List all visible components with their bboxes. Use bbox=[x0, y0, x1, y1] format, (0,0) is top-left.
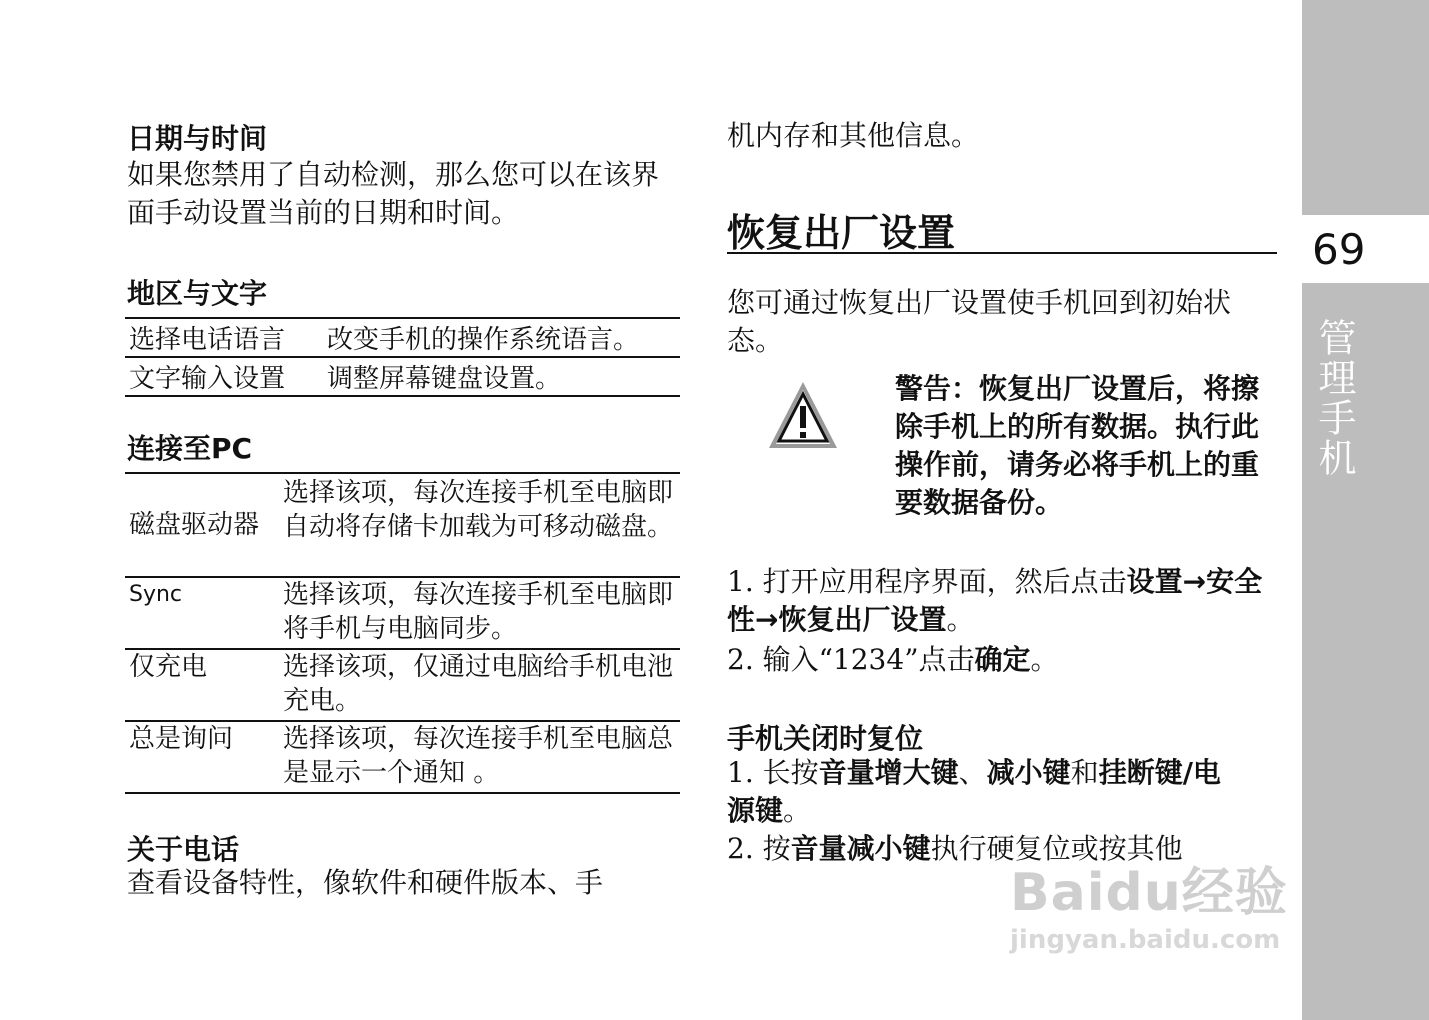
step-text: 2. 按 bbox=[727, 832, 791, 865]
table-row bbox=[125, 318, 680, 357]
section-title: 管理手机 bbox=[1312, 318, 1356, 478]
step-text: 和 bbox=[1070, 756, 1099, 789]
factory-reset-intro: 您可通过恢复出厂设置使手机回到初始状态。 bbox=[727, 286, 1232, 357]
table-cell-desc: 调整屏幕键盘设置。 bbox=[327, 364, 562, 394]
about-phone-body: 查看设备特性，像软件和硬件版本、手 bbox=[127, 866, 604, 899]
connect-pc-table bbox=[125, 472, 680, 794]
step-text: 。 bbox=[1030, 643, 1059, 676]
table-cell-label: 磁盘驱动器 bbox=[129, 510, 260, 540]
warning-text: 警告：恢复出厂设置后，将擦除手机上的所有数据。执行此操作前，请务必将手机上的重要数据备份。 bbox=[895, 372, 1260, 519]
table-cell-desc: 选择该项，每次连接手机至电脑总是显示一个通知 。 bbox=[283, 724, 674, 788]
table-cell-label: 文字输入设置 bbox=[129, 364, 286, 394]
table-row bbox=[125, 473, 680, 577]
step-text: 。 bbox=[783, 794, 812, 827]
watermark-sub: jingyan.baidu.com bbox=[1010, 925, 1281, 955]
factory-reset-step-1 bbox=[727, 563, 1277, 639]
baidu-watermark bbox=[1010, 850, 1288, 955]
table-cell-desc: 选择该项，仅通过电脑给手机电池充电。 bbox=[283, 652, 674, 716]
table-cell-label: Sync bbox=[129, 582, 183, 607]
table-row bbox=[125, 357, 680, 396]
step-bold: 音量减小键 bbox=[790, 832, 931, 865]
table-row bbox=[125, 649, 680, 721]
about-phone-heading: 关于电话 bbox=[127, 833, 240, 866]
connect-pc-heading: 连接至PC bbox=[127, 432, 253, 465]
table-cell-desc: 选择该项，每次连接手机至电脑即自动将存储卡加载为可移动磁盘。 bbox=[283, 478, 674, 542]
step-text: 执行硬复位或按其他 bbox=[930, 832, 1183, 865]
step-text: 1. 打开应用程序界面，然后点击 bbox=[727, 565, 1127, 598]
heading-underline bbox=[727, 252, 1277, 254]
table-cell-label: 仅充电 bbox=[129, 652, 208, 682]
table-row bbox=[125, 721, 680, 793]
step-text: 、 bbox=[958, 756, 987, 789]
step-bold: 减小键 bbox=[986, 756, 1071, 789]
step-bold: 确定 bbox=[974, 643, 1031, 676]
side-tab-top bbox=[1302, 0, 1429, 215]
table-row bbox=[125, 577, 680, 649]
region-text-heading: 地区与文字 bbox=[127, 277, 268, 310]
step-text: 1. 长按 bbox=[727, 756, 819, 789]
about-phone-continuation: 机内存和其他信息。 bbox=[727, 119, 980, 152]
table-cell-desc: 改变手机的操作系统语言。 bbox=[327, 325, 640, 355]
factory-reset-step-2 bbox=[727, 641, 1277, 679]
date-time-heading: 日期与时间 bbox=[127, 122, 268, 155]
region-text-table bbox=[125, 317, 680, 397]
step-text: 2. 输入“1234”点击 bbox=[727, 643, 975, 676]
factory-reset-heading: 恢复出厂设置 bbox=[727, 211, 956, 255]
step-bold: 音量增大键 bbox=[818, 756, 959, 789]
reset-off-step-1 bbox=[727, 754, 1247, 830]
table-cell-label: 选择电话语言 bbox=[129, 325, 286, 355]
step-bold: 挂断键/电源键 bbox=[727, 756, 1221, 827]
date-time-body: 如果您禁用了自动检测，那么您可以在该界面手动设置当前的日期和时间。 bbox=[127, 158, 660, 229]
step-bold: 设置→安全性→恢复出厂设置 bbox=[727, 565, 1263, 636]
table-cell-desc: 选择该项，每次连接手机至电脑即将手机与电脑同步。 bbox=[283, 580, 674, 644]
page-number: 69 bbox=[1302, 215, 1429, 283]
watermark-main: Baidu经验 bbox=[1010, 863, 1288, 923]
reset-off-heading: 手机关闭时复位 bbox=[727, 722, 924, 755]
step-text: 。 bbox=[946, 603, 975, 636]
warning-triangle-icon bbox=[766, 378, 840, 452]
table-cell-label: 总是询问 bbox=[129, 724, 234, 754]
